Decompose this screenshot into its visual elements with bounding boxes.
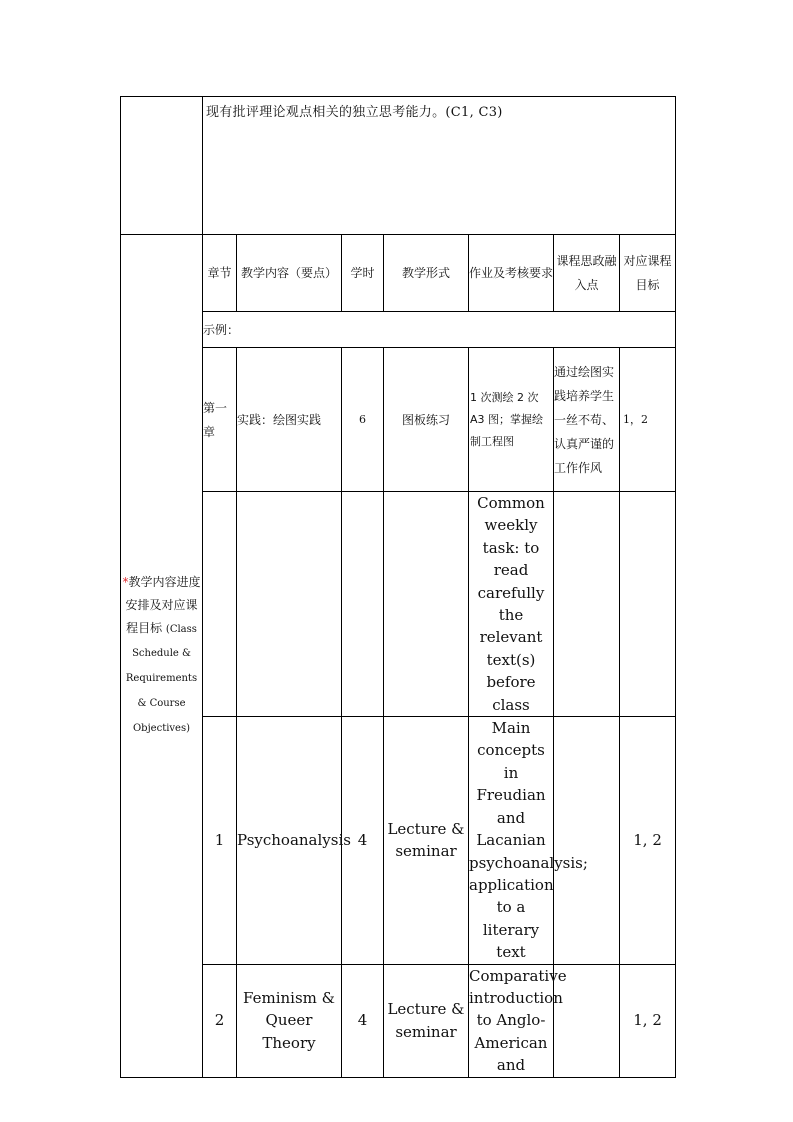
table-row <box>121 717 676 964</box>
empty-cell <box>384 492 469 717</box>
common-task-text: Common weekly task: to read carefully the relevant text(s) before class <box>469 492 554 717</box>
required-star: * <box>122 574 129 589</box>
example-label-row <box>121 312 676 348</box>
schedule-row-header <box>121 235 203 1078</box>
row-chapter: 1 <box>203 717 237 964</box>
row-chapter: 2 <box>203 964 237 1077</box>
header-content: 教学内容（要点） <box>237 235 342 312</box>
example-objectives: 1，2 <box>620 348 676 492</box>
example-chapter: 第一章 <box>203 348 237 492</box>
header-hours: 学时 <box>342 235 384 312</box>
example-ideology: 通过绘图实践培养学生一丝不苟、认真严谨的工作作风 <box>554 348 620 492</box>
empty-cell <box>342 492 384 717</box>
header-ideology: 课程思政融入点 <box>554 235 620 312</box>
blank-label-cell <box>121 97 203 235</box>
row-content: Feminism & Queer Theory <box>237 964 342 1077</box>
header-format: 教学形式 <box>384 235 469 312</box>
intro-row <box>121 97 676 235</box>
row-format: Lecture & seminar <box>384 717 469 964</box>
row-assignment: Comparative introduction to Anglo-American and <box>469 964 554 1077</box>
common-task-row <box>121 492 676 717</box>
row-format: Lecture & seminar <box>384 964 469 1077</box>
header-chapter: 章节 <box>203 235 237 312</box>
syllabus-table <box>120 96 676 1078</box>
example-label: 示例： <box>203 312 676 348</box>
row-ideology <box>554 717 620 964</box>
schedule-title-en: (Class Schedule & Requirements & Course Objectives) <box>125 623 198 734</box>
row-content: Psychoanalysis <box>237 717 342 964</box>
example-content: 实践：绘图实践 <box>237 348 342 492</box>
row-objectives: 1, 2 <box>620 717 676 964</box>
header-objectives: 对应课程目标 <box>620 235 676 312</box>
example-format: 图板练习 <box>384 348 469 492</box>
header-row <box>121 235 676 312</box>
intro-text: 现有批评理论观点相关的独立思考能力。(C1, C3) <box>203 97 676 235</box>
example-row <box>121 348 676 492</box>
example-hours: 6 <box>342 348 384 492</box>
empty-cell <box>554 492 620 717</box>
row-objectives: 1, 2 <box>620 964 676 1077</box>
schedule-title-cn: 教学内容进度安排及对应课程目标 <box>125 574 201 635</box>
table-row <box>121 964 676 1077</box>
row-hours: 4 <box>342 717 384 964</box>
row-hours: 4 <box>342 964 384 1077</box>
example-assignment: 1 次测绘 2 次 A3 图；掌握绘制工程图 <box>469 348 554 492</box>
empty-cell <box>203 492 237 717</box>
header-assignment: 作业及考核要求 <box>469 235 554 312</box>
row-assignment: Main concepts in Freudian and Lacanian psychoanalysis; application to a literary text <box>469 717 554 964</box>
empty-cell <box>620 492 676 717</box>
empty-cell <box>237 492 342 717</box>
